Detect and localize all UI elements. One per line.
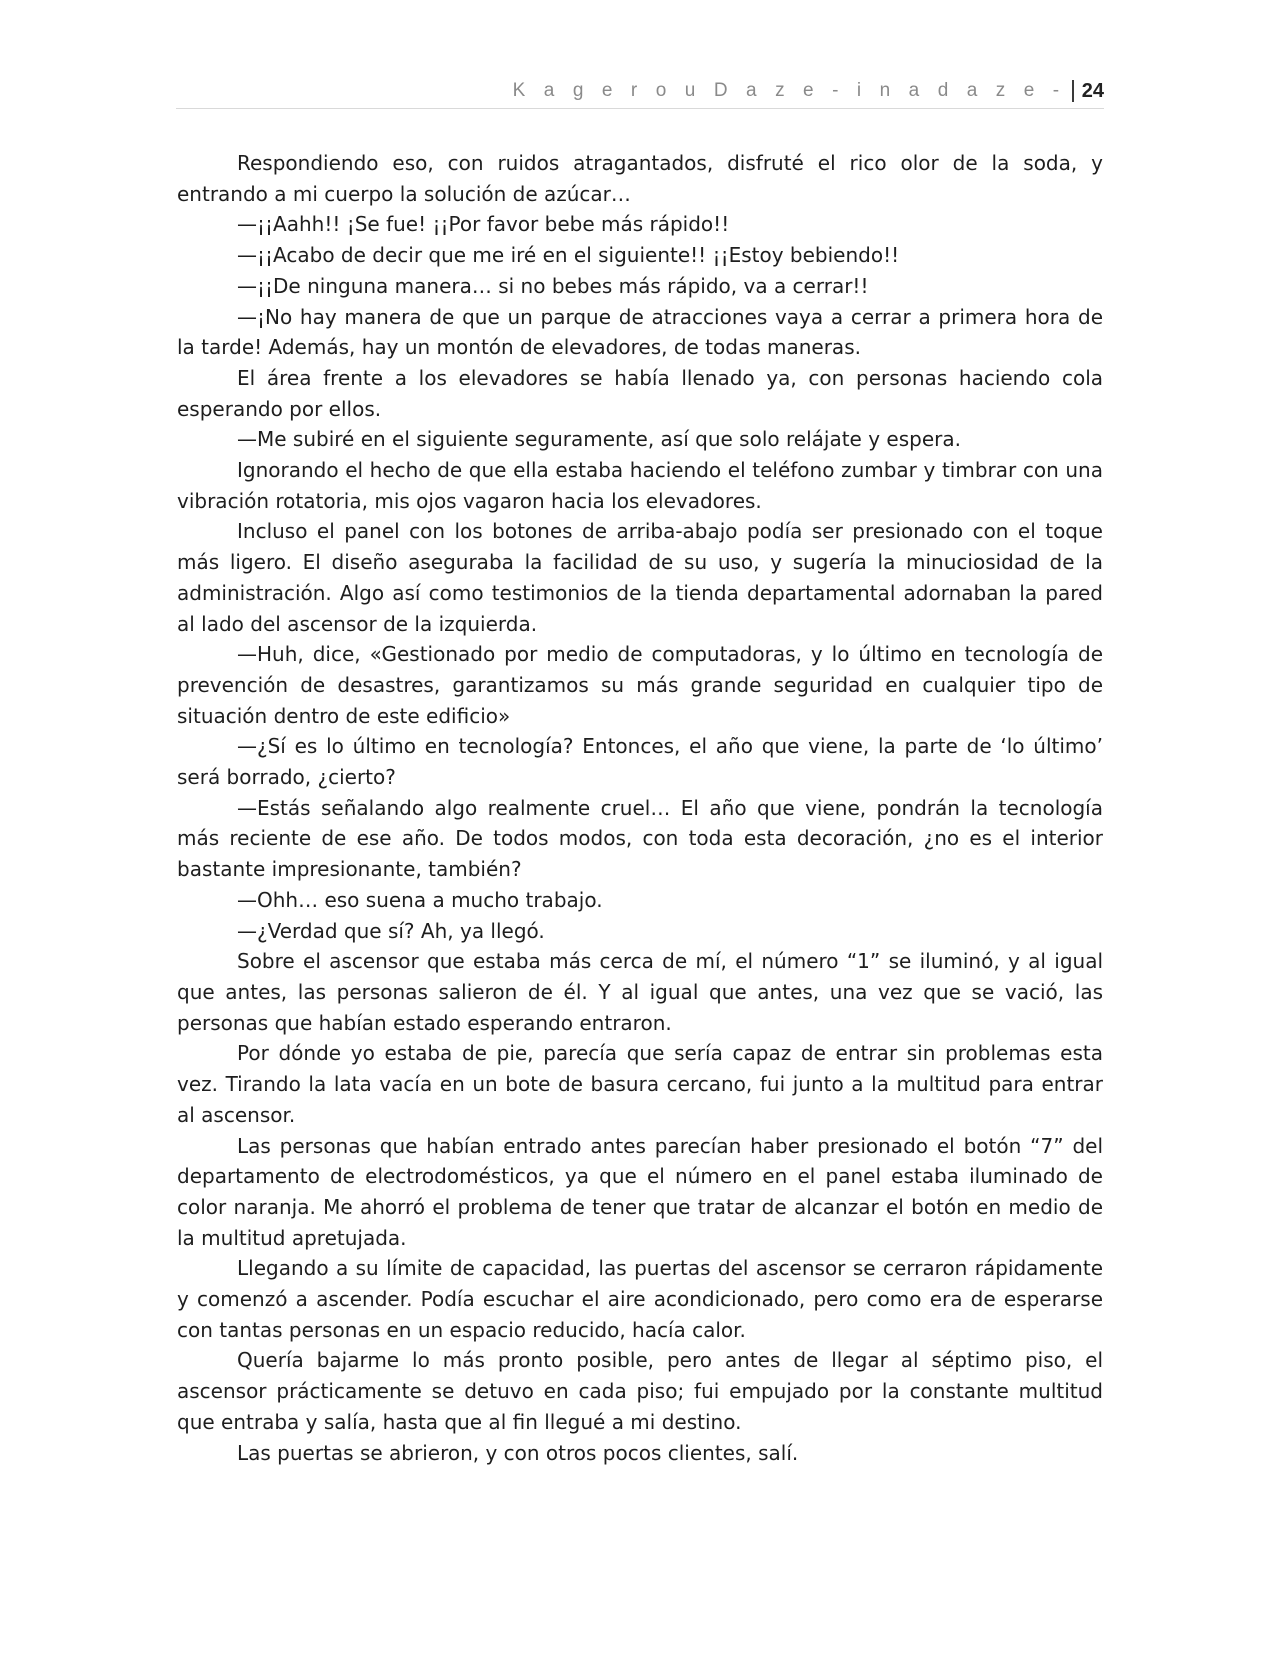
paragraph: Por dónde yo estaba de pie, parecía que sería capaz de entrar sin problemas esta vez. Tirando la lata vacía en un bote de basura cercano, fui junto a la multitud para entrar al ascensor. bbox=[177, 1041, 1103, 1127]
body-text bbox=[177, 148, 1103, 1468]
paragraph: —Estás señalando algo realmente cruel… El año que viene, pondrán la tecnología más reciente de ese año. De todos modos, con toda esta decoración, ¿no es el interior bastante impresionante, también? bbox=[177, 795, 1103, 882]
paragraph: —¿Verdad que sí? Ah, ya llegó. bbox=[237, 918, 545, 943]
paragraph: Llegando a su límite de capacidad, las puertas del ascensor se cerraron rápidamente y comenzó a ascender. Podía escuchar el aire acondicionado, pero como era de esperarse con tantas personas en un espacio reducido, hacía calor. bbox=[177, 1256, 1103, 1342]
paragraph: —¡¡De ninguna manera… si no bebes más rápido, va a cerrar!! bbox=[237, 273, 869, 298]
paragraph: Ignorando el hecho de que ella estaba haciendo el teléfono zumbar y timbrar con una vibración rotatoria, mis ojos vagaron hacia los elevadores. bbox=[177, 458, 1103, 513]
paragraph: —¡¡Acabo de decir que me iré en el siguiente!! ¡¡Estoy bebiendo!! bbox=[237, 243, 900, 268]
paragraph: Incluso el panel con los botones de arriba-abajo podía ser presionado con el toque más ligero. El diseño aseguraba la facilidad de su uso, y sugería la minuciosidad de la administración. Algo así como testimonios de la tienda departamental adornaban la pared al lado del ascensor de la izquierda. bbox=[177, 519, 1103, 636]
paragraph: Respondiendo eso, con ruidos atragantados, disfruté el rico olor de la soda, y entrando a mi cuerpo la solución de azúcar… bbox=[177, 151, 1103, 206]
paragraph: El área frente a los elevadores se había llenado ya, con personas haciendo cola esperando por ellos. bbox=[177, 365, 1103, 421]
running-header bbox=[176, 74, 1104, 109]
paragraph: Las puertas se abrieron, y con otros pocos clientes, salí. bbox=[237, 1440, 799, 1465]
page-number: 24 bbox=[1081, 79, 1104, 102]
paragraph: —¡¡Aahh!! ¡Se fue! ¡¡Por favor bebe más rápido!! bbox=[237, 212, 730, 237]
paragraph: Quería bajarme lo más pronto posible, pero antes de llegar al séptimo piso, el ascensor prácticamente se detuvo en cada piso; fui empujado por la constante multitud que entraba y salía, hasta que al fin llegué a mi destino. bbox=[177, 1348, 1103, 1434]
book-title: K a g e r o u D a z e - i n a d a z e - bbox=[512, 80, 1066, 101]
paragraph: Sobre el ascensor que estaba más cerca de mí, el número “1” se iluminó, y al igual que antes, las personas salieron de él. Y al igual que antes, una vez que se vació, las personas que habían estado esperando entraron. bbox=[177, 949, 1103, 1035]
paragraph: —Huh, dice, «Gestionado por medio de computadoras, y lo último en tecnología de prevención de desastres, garantizamos su más grande seguridad en cualquier tipo de situación dentro de este edificio» bbox=[177, 642, 1103, 728]
paragraph: Las personas que habían entrado antes parecían haber presionado el botón “7” del departamento de electrodomésticos, ya que el número en el panel estaba iluminado de color naranja. Me ahorró el problema de tener que tratar de alcanzar el botón en medio de la multitud apretujada. bbox=[177, 1133, 1103, 1250]
paragraph: —¡No hay manera de que un parque de atracciones vaya a cerrar a primera hora de la tarde! Además, hay un montón de elevadores, de todas maneras. bbox=[177, 304, 1103, 360]
paragraph: —Ohh… eso suena a mucho trabajo. bbox=[237, 887, 603, 912]
paragraph: —Me subiré en el siguiente seguramente, así que solo relájate y espera. bbox=[237, 427, 961, 452]
paragraph: —¿Sí es lo último en tecnología? Entonces, el año que viene, la parte de ‘lo último’ será borrado, ¿cierto? bbox=[177, 734, 1103, 790]
header-separator bbox=[1072, 80, 1074, 102]
